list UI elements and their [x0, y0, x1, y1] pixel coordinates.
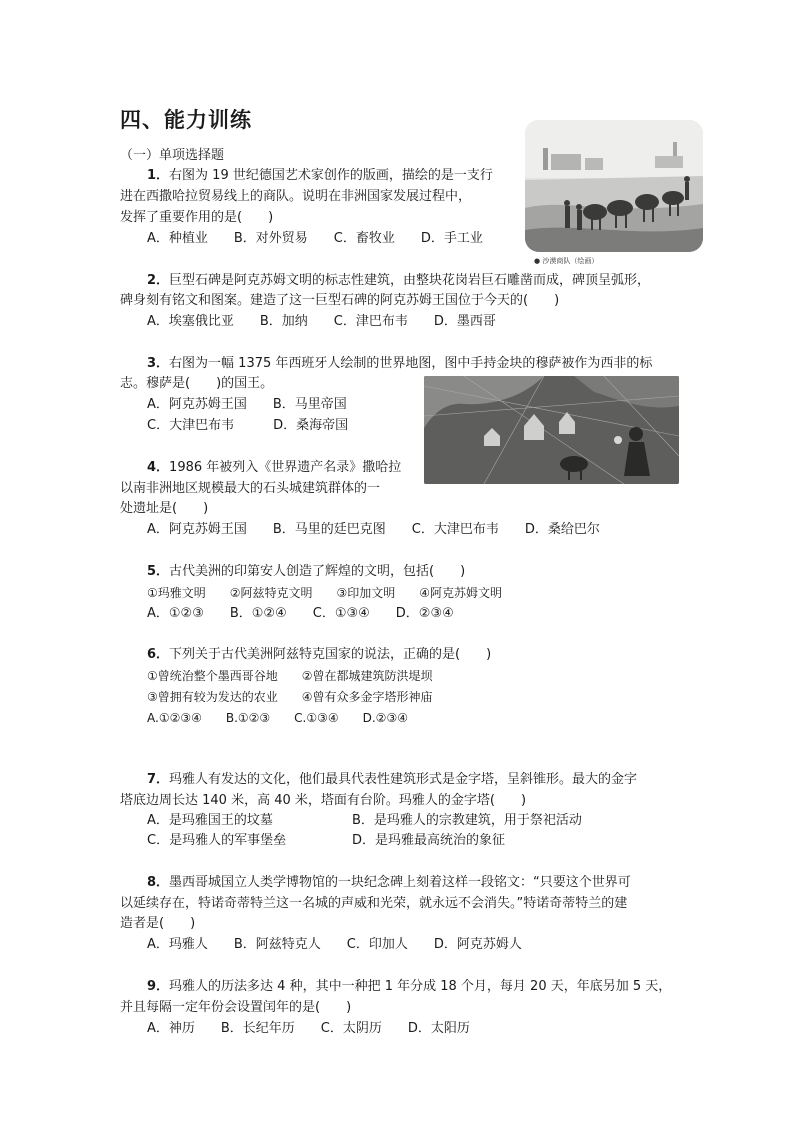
question-7-option-d: D．是玛雅最高统治的象征: [352, 833, 506, 848]
question-5-items: ①玛雅文明 ②阿兹特克文明 ③印加文明 ④阿克苏姆文明: [147, 586, 503, 600]
question-4-options: A．阿克苏姆王国 B．马里的廷巴克图 C．大津巴布韦 D．桑给巴尔: [147, 522, 600, 537]
question-6-items-row-2: ③曾拥有较为发达的农业 ④曾有众多金字塔形神庙: [147, 690, 433, 704]
question-8-line-2: 以延续存在，特诺奇蒂特兰这一名城的声威和光荣，就永远不会消失。”特诺奇蒂特兰的建: [120, 896, 628, 911]
question-9-options: A．神历 B．长纪年历 C．太阴历 D．太阳历: [147, 1021, 470, 1036]
question-9-line-2: 并且每隔一定年份会设置闰年的是( ): [120, 1000, 352, 1015]
question-7-line-1: 玛雅人有发达的文化，他们最具代表性建筑形式是金字塔，呈斜锥形。最大的金字: [169, 772, 638, 787]
question-2-number: 2．: [147, 273, 170, 288]
question-9-line-1: 玛雅人的历法多达 4 种，其中一种把 1 年分成 18 个月，每月 20 天，年底另加 5 天，: [169, 979, 672, 994]
question-1-line-2: 进在西撒哈拉贸易线上的商队。说明在非洲国家发展过程中，: [120, 189, 472, 204]
question-8-line-3: 造者是( ): [120, 916, 196, 931]
question-6: [147, 645, 491, 665]
question-1-number: 1．: [147, 168, 170, 183]
question-8-options: A．玛雅人 B．阿兹特克人 C．印加人 D．阿克苏姆人: [147, 937, 522, 952]
question-4-line-1: 1986 年被列入《世界遗产名录》撒哈拉: [169, 460, 402, 475]
question-7-line-2: 塔底边周长达 140 米，高 40 米，塔面有台阶。玛雅人的金字塔( ): [120, 793, 527, 808]
question-5: [147, 562, 465, 582]
question-7-option-a: A．是玛雅国王的坟墓: [147, 813, 273, 828]
question-6-line-1: 下列关于古代美洲阿兹特克国家的说法，正确的是( ): [169, 647, 492, 662]
subsection-heading: （一）单项选择题: [120, 148, 225, 163]
question-4-line-2: 以南非洲地区规模最大的石头城建筑群体的一: [120, 481, 381, 496]
question-7-option-b: B．是玛雅人的宗教建筑，用于祭祀活动: [352, 813, 582, 828]
question-3-options-row-1: A．阿克苏姆王国 B．马里帝国: [147, 397, 347, 412]
question-2-line-1: 巨型石碑是阿克苏姆文明的标志性建筑，由整块花岗岩巨石雕凿而成，碑顶呈弧形，: [169, 273, 651, 288]
question-1-options: A．种植业 B．对外贸易 C．畜牧业 D．手工业: [147, 231, 483, 246]
question-3-line-1: 右图为一幅 1375 年西班牙人绘制的世界地图，图中手持金块的穆萨被作为西非的标: [169, 356, 653, 371]
question-6-options: A.①②③④ B.①②③ C.①③④ D.②③④: [147, 711, 408, 725]
question-7: [147, 770, 637, 790]
question-1: [147, 166, 493, 186]
question-8: [147, 873, 631, 893]
catalan-atlas-map-drawing: [424, 376, 679, 484]
question-1-line-1: 右图为 19 世纪德国艺术家创作的版画，描绘的是一支行: [169, 168, 493, 183]
question-4-line-3: 处遗址是( ): [120, 501, 209, 516]
question-5-number: 5．: [147, 564, 170, 579]
question-1-line-3: 发挥了重要作用的是( ): [120, 210, 274, 225]
question-7-option-c: C．是玛雅人的军事堡垒: [147, 833, 287, 848]
question-6-number: 6．: [147, 647, 170, 662]
catalan-atlas-map-image: [424, 376, 679, 484]
section-title: 四、能力训练: [120, 108, 252, 132]
question-8-number: 8．: [147, 875, 170, 890]
question-3-line-2: 志。穆萨是( )的国王。: [120, 376, 274, 391]
question-3-number: 3．: [147, 356, 170, 371]
question-4-number: 4．: [147, 460, 170, 475]
question-5-options: A．①②③ B．①②④ C．①③④ D．②③④: [147, 606, 454, 621]
question-3: [147, 354, 652, 374]
question-8-line-1: 墨西哥城国立人类学博物馆的一块纪念碑上刻着这样一段铭文：“只要这个世界可: [169, 875, 631, 890]
caravan-engraving-drawing: [525, 120, 703, 252]
question-4: [147, 458, 401, 478]
question-2-line-2: 碑身刻有铭文和图案。建造了这一巨型石碑的阿克苏姆王国位于今天的( ): [120, 293, 560, 308]
question-9: [147, 977, 671, 997]
question-5-line-1: 古代美洲的印第安人创造了辉煌的文明，包括( ): [169, 564, 466, 579]
caravan-engraving-image: [525, 120, 703, 252]
question-9-number: 9．: [147, 979, 170, 994]
question-3-options-row-2: C．大津巴布韦 D．桑海帝国: [147, 418, 349, 433]
question-2-options: A．埃塞俄比亚 B．加纳 C．津巴布韦 D．墨西哥: [147, 314, 496, 329]
question-2: [147, 271, 650, 291]
question-7-number: 7．: [147, 772, 170, 787]
question-6-items-row-1: ①曾统治整个墨西哥谷地 ②曾在都城建筑防洪堤坝: [147, 669, 433, 683]
caravan-figure-caption: ● 沙漠商队（绘画）: [534, 257, 599, 265]
